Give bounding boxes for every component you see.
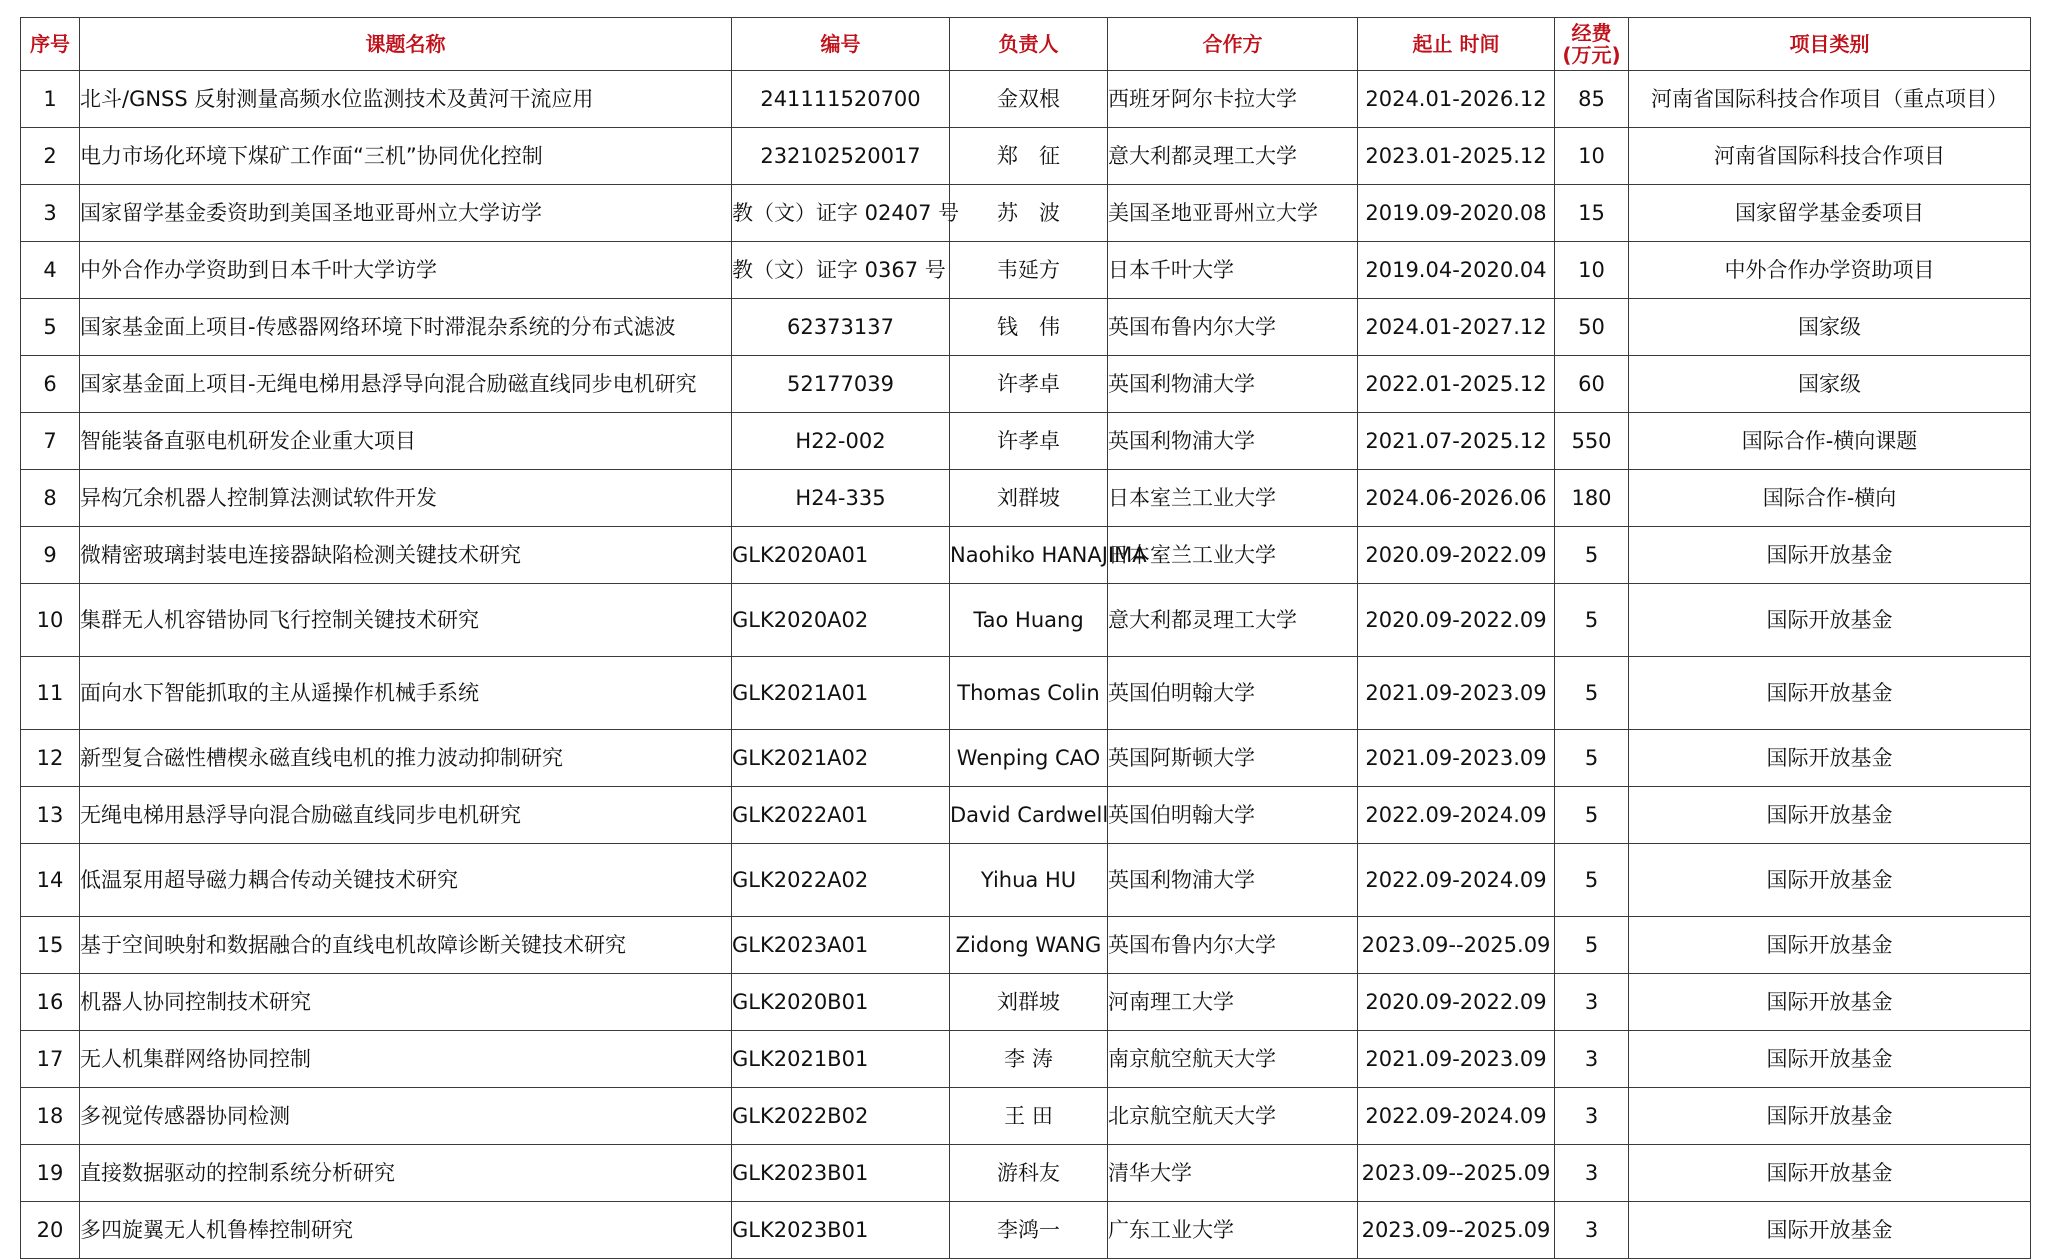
cell-partner: 英国布鲁内尔大学 <box>1108 299 1358 356</box>
cell-index: 6 <box>21 356 80 413</box>
cell-funding: 550 <box>1555 413 1629 470</box>
cell-index: 1 <box>21 71 80 128</box>
cell-leader: 金双根 <box>950 71 1108 128</box>
cell-leader: 李 涛 <box>950 1031 1108 1088</box>
cell-partner: 日本千叶大学 <box>1108 242 1358 299</box>
table-row <box>21 242 2031 299</box>
cell-funding: 3 <box>1555 974 1629 1031</box>
cell-period: 2023.09--2025.09 <box>1358 1145 1555 1202</box>
cell-partner: 北京航空航天大学 <box>1108 1088 1358 1145</box>
cell-leader: Wenping CAO <box>950 730 1108 787</box>
cell-partner: 日本室兰工业大学 <box>1108 470 1358 527</box>
cell-code: GLK2020A01 <box>732 527 950 584</box>
cell-code: GLK2022B02 <box>732 1088 950 1145</box>
cell-name: 新型复合磁性槽楔永磁直线电机的推力波动抑制研究 <box>80 730 732 787</box>
cell-leader: 王 田 <box>950 1088 1108 1145</box>
cell-leader: Tao Huang <box>950 584 1108 657</box>
cell-partner: 日本室兰工业大学 <box>1108 527 1358 584</box>
cell-period: 2021.07-2025.12 <box>1358 413 1555 470</box>
cell-leader: 苏 波 <box>950 185 1108 242</box>
cell-funding: 5 <box>1555 730 1629 787</box>
cell-partner: 美国圣地亚哥州立大学 <box>1108 185 1358 242</box>
cell-category: 国际开放基金 <box>1629 584 2031 657</box>
cell-partner: 英国伯明翰大学 <box>1108 657 1358 730</box>
cell-partner: 英国布鲁内尔大学 <box>1108 917 1358 974</box>
cell-partner: 清华大学 <box>1108 1145 1358 1202</box>
cell-index: 16 <box>21 974 80 1031</box>
cell-category: 国际开放基金 <box>1629 974 2031 1031</box>
table-row <box>21 1088 2031 1145</box>
cell-code: H22-002 <box>732 413 950 470</box>
cell-name: 国家基金面上项目-无绳电梯用悬浮导向混合励磁直线同步电机研究 <box>80 356 732 413</box>
table-row <box>21 413 2031 470</box>
cell-funding: 5 <box>1555 657 1629 730</box>
table-row <box>21 787 2031 844</box>
cell-partner: 英国利物浦大学 <box>1108 413 1358 470</box>
cell-funding: 5 <box>1555 584 1629 657</box>
cell-index: 10 <box>21 584 80 657</box>
cell-index: 3 <box>21 185 80 242</box>
header-funding: 经费 (万元) <box>1555 18 1629 71</box>
cell-name: 国家留学基金委资助到美国圣地亚哥州立大学访学 <box>80 185 732 242</box>
cell-period: 2020.09-2022.09 <box>1358 584 1555 657</box>
cell-code: GLK2021B01 <box>732 1031 950 1088</box>
cell-name: 面向水下智能抓取的主从遥操作机械手系统 <box>80 657 732 730</box>
cell-leader: 许孝卓 <box>950 413 1108 470</box>
cell-code: GLK2021A02 <box>732 730 950 787</box>
cell-partner: 英国利物浦大学 <box>1108 844 1358 917</box>
cell-period: 2021.09-2023.09 <box>1358 657 1555 730</box>
table-row <box>21 185 2031 242</box>
cell-index: 8 <box>21 470 80 527</box>
cell-name: 微精密玻璃封装电连接器缺陷检测关键技术研究 <box>80 527 732 584</box>
cell-index: 2 <box>21 128 80 185</box>
cell-leader: David Cardwell <box>950 787 1108 844</box>
cell-funding: 180 <box>1555 470 1629 527</box>
cell-leader: 游科友 <box>950 1145 1108 1202</box>
table-row <box>21 128 2031 185</box>
cell-code: GLK2023B01 <box>732 1145 950 1202</box>
cell-partner: 南京航空航天大学 <box>1108 1031 1358 1088</box>
cell-code: GLK2023B01 <box>732 1202 950 1259</box>
table-row <box>21 730 2031 787</box>
cell-period: 2019.04-2020.04 <box>1358 242 1555 299</box>
cell-funding: 60 <box>1555 356 1629 413</box>
cell-funding: 3 <box>1555 1031 1629 1088</box>
header-code: 编号 <box>732 18 950 71</box>
cell-leader: 郑 征 <box>950 128 1108 185</box>
header-name: 课题名称 <box>80 18 732 71</box>
cell-category: 国际开放基金 <box>1629 787 2031 844</box>
cell-leader: Yihua HU <box>950 844 1108 917</box>
cell-category: 国家级 <box>1629 299 2031 356</box>
cell-partner: 意大利都灵理工大学 <box>1108 584 1358 657</box>
cell-index: 17 <box>21 1031 80 1088</box>
cell-category: 国际开放基金 <box>1629 1031 2031 1088</box>
cell-period: 2024.06-2026.06 <box>1358 470 1555 527</box>
cell-period: 2023.09--2025.09 <box>1358 917 1555 974</box>
cell-funding: 10 <box>1555 242 1629 299</box>
cell-category: 国际合作-横向课题 <box>1629 413 2031 470</box>
table-row <box>21 844 2031 917</box>
cell-period: 2022.09-2024.09 <box>1358 844 1555 917</box>
cell-name: 机器人协同控制技术研究 <box>80 974 732 1031</box>
cell-funding: 15 <box>1555 185 1629 242</box>
cell-leader: 刘群坡 <box>950 974 1108 1031</box>
cell-period: 2020.09-2022.09 <box>1358 974 1555 1031</box>
cell-name: 无人机集群网络协同控制 <box>80 1031 732 1088</box>
table-row <box>21 527 2031 584</box>
cell-name: 多四旋翼无人机鲁棒控制研究 <box>80 1202 732 1259</box>
cell-leader: Thomas Colin <box>950 657 1108 730</box>
cell-name: 中外合作办学资助到日本千叶大学访学 <box>80 242 732 299</box>
cell-period: 2021.09-2023.09 <box>1358 730 1555 787</box>
cell-code: 52177039 <box>732 356 950 413</box>
cell-leader: 钱 伟 <box>950 299 1108 356</box>
table-row <box>21 974 2031 1031</box>
cell-index: 19 <box>21 1145 80 1202</box>
cell-leader: Zidong WANG <box>950 917 1108 974</box>
projects-table <box>20 17 2031 1259</box>
cell-funding: 5 <box>1555 917 1629 974</box>
cell-name: 国家基金面上项目-传感器网络环境下时滞混杂系统的分布式滤波 <box>80 299 732 356</box>
cell-period: 2024.01-2026.12 <box>1358 71 1555 128</box>
table-row <box>21 1145 2031 1202</box>
cell-index: 4 <box>21 242 80 299</box>
cell-funding: 5 <box>1555 527 1629 584</box>
cell-partner: 广东工业大学 <box>1108 1202 1358 1259</box>
cell-category: 国际开放基金 <box>1629 917 2031 974</box>
cell-code: 教（文）证字 02407 号 <box>732 185 950 242</box>
cell-period: 2022.01-2025.12 <box>1358 356 1555 413</box>
cell-category: 国际合作-横向 <box>1629 470 2031 527</box>
cell-name: 集群无人机容错协同飞行控制关键技术研究 <box>80 584 732 657</box>
cell-index: 9 <box>21 527 80 584</box>
cell-funding: 10 <box>1555 128 1629 185</box>
table-row <box>21 470 2031 527</box>
cell-index: 5 <box>21 299 80 356</box>
cell-leader: 刘群坡 <box>950 470 1108 527</box>
cell-partner: 英国阿斯顿大学 <box>1108 730 1358 787</box>
cell-name: 低温泵用超导磁力耦合传动关键技术研究 <box>80 844 732 917</box>
cell-period: 2022.09-2024.09 <box>1358 1088 1555 1145</box>
cell-index: 11 <box>21 657 80 730</box>
cell-funding: 3 <box>1555 1145 1629 1202</box>
cell-funding: 5 <box>1555 844 1629 917</box>
table-row <box>21 1031 2031 1088</box>
cell-category: 国际开放基金 <box>1629 844 2031 917</box>
cell-leader: 韦延方 <box>950 242 1108 299</box>
cell-index: 14 <box>21 844 80 917</box>
cell-index: 12 <box>21 730 80 787</box>
table-row <box>21 917 2031 974</box>
cell-category: 河南省国际科技合作项目（重点项目） <box>1629 71 2031 128</box>
cell-partner: 河南理工大学 <box>1108 974 1358 1031</box>
cell-category: 国际开放基金 <box>1629 1202 2031 1259</box>
cell-period: 2022.09-2024.09 <box>1358 787 1555 844</box>
header-partner: 合作方 <box>1108 18 1358 71</box>
cell-category: 河南省国际科技合作项目 <box>1629 128 2031 185</box>
cell-partner: 意大利都灵理工大学 <box>1108 128 1358 185</box>
cell-category: 国际开放基金 <box>1629 527 2031 584</box>
cell-code: GLK2022A01 <box>732 787 950 844</box>
cell-code: H24-335 <box>732 470 950 527</box>
header-category: 项目类别 <box>1629 18 2031 71</box>
cell-code: GLK2022A02 <box>732 844 950 917</box>
cell-period: 2020.09-2022.09 <box>1358 527 1555 584</box>
cell-category: 国际开放基金 <box>1629 1088 2031 1145</box>
cell-period: 2023.01-2025.12 <box>1358 128 1555 185</box>
cell-leader: Naohiko HANAJIMA <box>950 527 1108 584</box>
cell-partner: 西班牙阿尔卡拉大学 <box>1108 71 1358 128</box>
cell-code: 241111520700 <box>732 71 950 128</box>
cell-category: 国家级 <box>1629 356 2031 413</box>
cell-code: 教（文）证字 0367 号 <box>732 242 950 299</box>
table-row <box>21 356 2031 413</box>
cell-name: 智能装备直驱电机研发企业重大项目 <box>80 413 732 470</box>
cell-index: 13 <box>21 787 80 844</box>
cell-code: 232102520017 <box>732 128 950 185</box>
cell-index: 15 <box>21 917 80 974</box>
cell-name: 北斗/GNSS 反射测量高频水位监测技术及黄河干流应用 <box>80 71 732 128</box>
cell-name: 基于空间映射和数据融合的直线电机故障诊断关键技术研究 <box>80 917 732 974</box>
cell-funding: 85 <box>1555 71 1629 128</box>
cell-funding: 50 <box>1555 299 1629 356</box>
cell-name: 电力市场化环境下煤矿工作面“三机”协同优化控制 <box>80 128 732 185</box>
header-period: 起止 时间 <box>1358 18 1555 71</box>
cell-code: 62373137 <box>732 299 950 356</box>
table-row <box>21 71 2031 128</box>
cell-category: 国际开放基金 <box>1629 657 2031 730</box>
cell-code: GLK2020A02 <box>732 584 950 657</box>
header-row <box>21 18 2031 71</box>
cell-partner: 英国伯明翰大学 <box>1108 787 1358 844</box>
cell-category: 国家留学基金委项目 <box>1629 185 2031 242</box>
cell-name: 无绳电梯用悬浮导向混合励磁直线同步电机研究 <box>80 787 732 844</box>
cell-category: 中外合作办学资助项目 <box>1629 242 2031 299</box>
cell-period: 2023.09--2025.09 <box>1358 1202 1555 1259</box>
cell-name: 直接数据驱动的控制系统分析研究 <box>80 1145 732 1202</box>
cell-funding: 3 <box>1555 1088 1629 1145</box>
cell-funding: 3 <box>1555 1202 1629 1259</box>
cell-period: 2021.09-2023.09 <box>1358 1031 1555 1088</box>
cell-index: 7 <box>21 413 80 470</box>
cell-code: GLK2023A01 <box>732 917 950 974</box>
cell-code: GLK2021A01 <box>732 657 950 730</box>
cell-code: GLK2020B01 <box>732 974 950 1031</box>
cell-leader: 许孝卓 <box>950 356 1108 413</box>
table-row <box>21 584 2031 657</box>
cell-category: 国际开放基金 <box>1629 730 2031 787</box>
cell-name: 异构冗余机器人控制算法测试软件开发 <box>80 470 732 527</box>
cell-leader: 李鸿一 <box>950 1202 1108 1259</box>
cell-period: 2024.01-2027.12 <box>1358 299 1555 356</box>
table-row <box>21 299 2031 356</box>
table-row <box>21 657 2031 730</box>
cell-index: 18 <box>21 1088 80 1145</box>
cell-name: 多视觉传感器协同检测 <box>80 1088 732 1145</box>
cell-partner: 英国利物浦大学 <box>1108 356 1358 413</box>
header-leader: 负责人 <box>950 18 1108 71</box>
table-row <box>21 1202 2031 1259</box>
cell-index: 20 <box>21 1202 80 1259</box>
header-index: 序号 <box>21 18 80 71</box>
cell-category: 国际开放基金 <box>1629 1145 2031 1202</box>
cell-period: 2019.09-2020.08 <box>1358 185 1555 242</box>
cell-funding: 5 <box>1555 787 1629 844</box>
